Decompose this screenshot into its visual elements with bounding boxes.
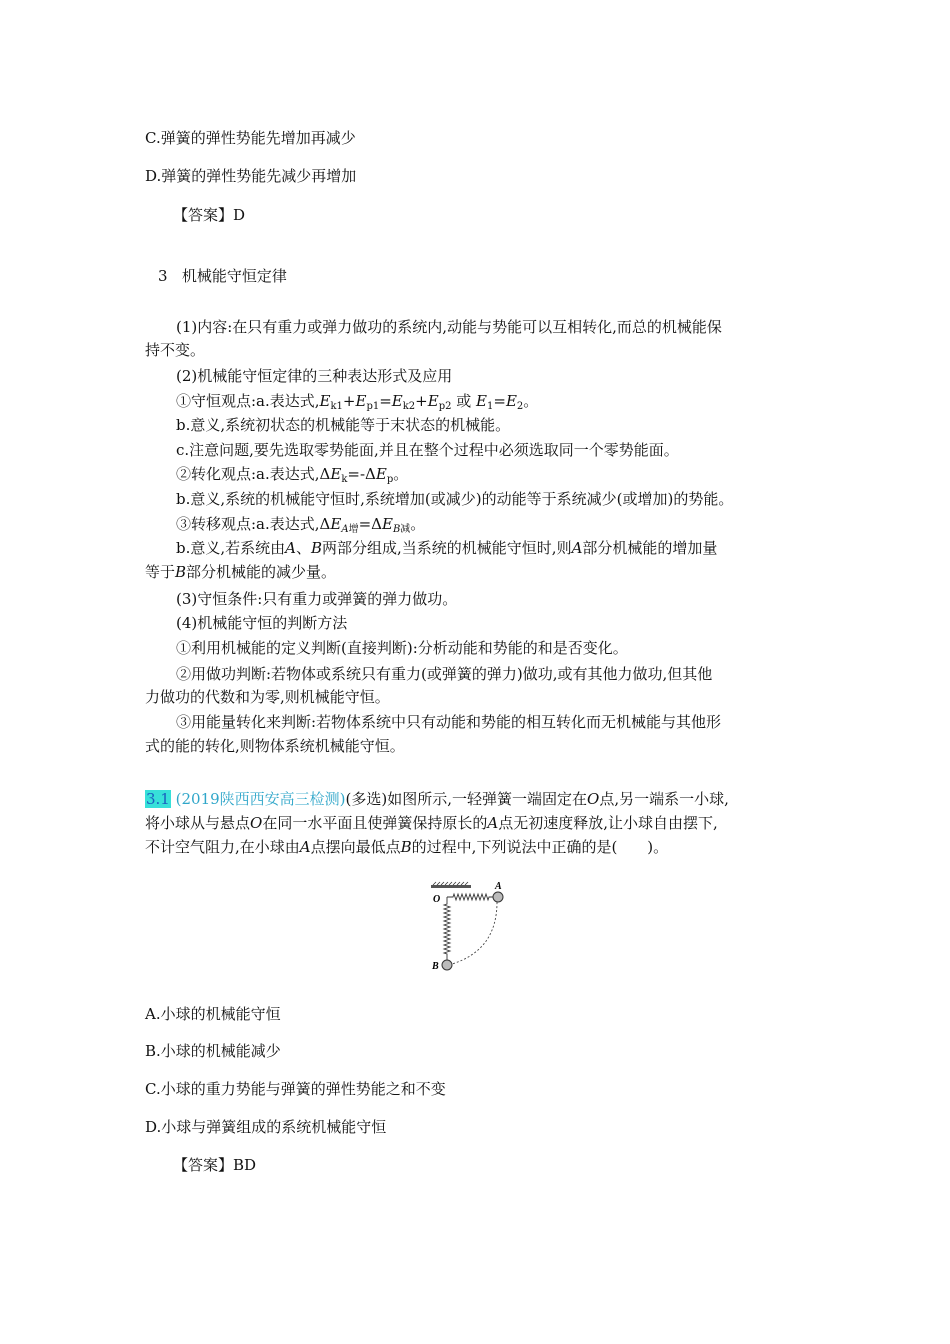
formula-transform: $\Delta E_k=-\Delta E_p$。 (319, 465, 409, 485)
paragraph-judge-2-cont: 力做功的代数和为零,则机械能守恒。 (145, 688, 390, 706)
paragraph-transfer-view (176, 514, 425, 540)
text-part: 部分机械能的减少量。 (186, 563, 337, 581)
horizontal-spring (447, 894, 494, 900)
question-source: (2019陕西西安高三检测) (175, 790, 346, 808)
question-line-3: 不计空气阻力,在小球由A点摆向最低点B的过程中,下列说法中正确的是( )。 (145, 838, 669, 856)
paragraph-judge-2: ②用做功判断:若物体或系统只有重力(或弹簧的弹力)做功,或有其他力做功,但其他 (176, 665, 713, 683)
or-text: 或 (456, 392, 472, 410)
spring-pendulum-figure (425, 880, 525, 972)
question-answer: 【答案】BD (173, 1156, 257, 1174)
paragraph-judge-1: ①利用机械能的定义判断(直接判断):分析动能和势能的和是否变化。 (176, 639, 628, 657)
option-a: A.小球的机械能守恒 (145, 1005, 281, 1023)
text-part: 点摆向最低点 (310, 838, 401, 856)
paragraph-transform-meaning: b.意义,系统的机械能守恒时,系统增加(或减少)的动能等于系统减少(或增加)的势能。 (176, 490, 734, 508)
formula-e1-e2: $E_1=E_2$。 (476, 392, 539, 412)
option-c: C.小球的重力势能与弹簧的弹性势能之和不变 (145, 1080, 446, 1098)
text-part: (多选)如图所示,一轻弹簧一端固定在 (345, 790, 588, 808)
text-part: 将小球从与悬点 (145, 814, 251, 832)
paragraph-judge-3-cont: 式的能的转化,则物体系统机械能守恒。 (145, 737, 405, 755)
paragraph-condition: (3)守恒条件:只有重力或弹簧的弹力做功。 (176, 590, 458, 608)
paragraph-forms: (2)机械能守恒定律的三种表达形式及应用 (176, 367, 453, 385)
section-heading (158, 266, 287, 286)
label-b: B (432, 961, 439, 972)
text-part: 部分机械能的增加量 (582, 539, 718, 557)
transfer-view-label: ③转移观点:a.表达式, (176, 515, 320, 533)
text-part: 在同一水平面且使弹簧保持原长的 (262, 814, 488, 832)
paragraph-transfer-meaning: b.意义,若系统由A、B两部分组成,当系统的机械能守恒时,则A部分机械能的增加量 (176, 539, 718, 557)
paragraph-conservation-view (176, 391, 538, 417)
prev-answer: 【答案】D (173, 206, 246, 224)
option-d: D.小球与弹簧组成的系统机械能守恒 (145, 1118, 387, 1136)
prev-option-d: D.弹簧的弹性势能先减少再增加 (145, 167, 357, 185)
paragraph-judge-methods: (4)机械能守恒的判断方法 (176, 614, 348, 632)
paragraph-judge-3: ③用能量转化来判断:若物体系统中只有动能和势能的相互转化而无机械能与其他形 (176, 713, 722, 731)
vertical-spring (444, 897, 450, 960)
label-a: A (495, 881, 502, 892)
conservation-view-label: ①守恒观点:a.表达式, (176, 392, 320, 410)
ceiling-hatch (433, 882, 468, 885)
formula-transfer: $\Delta E_{A增}=\Delta E_{B减}$。 (319, 515, 426, 535)
question-line-1: 3.1 (2019陕西西安高三检测)(多选)如图所示,一轻弹簧一端固定在O点,另一端系一小球, (146, 790, 729, 808)
text-part: 不计空气阻力,在小球由 (145, 838, 300, 856)
question-line-2: 将小球从与悬点O在同一水平面且使弹簧保持原长的A点无初速度释放,让小球自由摆下, (145, 814, 718, 832)
section-number: 3 (158, 267, 168, 285)
option-b: B.小球的机械能减少 (145, 1042, 281, 1060)
ball-at-b (442, 960, 452, 970)
paragraph-note-c: c.注意问题,要先选取零势能面,并且在整个过程中必须选取同一个零势能面。 (176, 441, 679, 459)
text-part: 点无初速度释放,让小球自由摆下, (498, 814, 718, 832)
text-part: 点,另一端系一小球, (599, 790, 729, 808)
text-part: b.意义,若系统由 (176, 539, 286, 557)
ball-at-a (493, 892, 503, 902)
paragraph-meaning-b: b.意义,系统初状态的机械能等于末状态的机械能。 (176, 416, 511, 434)
formula-conservation: $E_{k1}+E_{p1}=E_{k2}+E_{p2}$ (319, 392, 452, 412)
text-part: 等于 (145, 563, 176, 581)
paragraph-transform-view (176, 464, 408, 490)
paragraph-content-cont: 持不变。 (145, 341, 206, 359)
ceiling-support (431, 885, 471, 888)
swing-arc-path (452, 902, 497, 964)
text-part: 的过程中,下列说法中正确的是( )。 (411, 838, 669, 856)
question-tag: 3.1 (146, 790, 170, 808)
paragraph-content: (1)内容:在只有重力或弹力做功的系统内,动能与势能可以互相转化,而总的机械能保 (176, 318, 722, 336)
prev-option-c: C.弹簧的弹性势能先增加再减少 (145, 129, 356, 147)
transform-view-label: ②转化观点:a.表达式, (176, 465, 320, 483)
paragraph-transfer-meaning-cont: 等于B部分机械能的减少量。 (145, 563, 337, 581)
text-part: 两部分组成,当系统的机械能守恒时,则 (322, 539, 572, 557)
label-o: O (433, 894, 441, 905)
section-title: 机械能守恒定律 (181, 267, 287, 285)
